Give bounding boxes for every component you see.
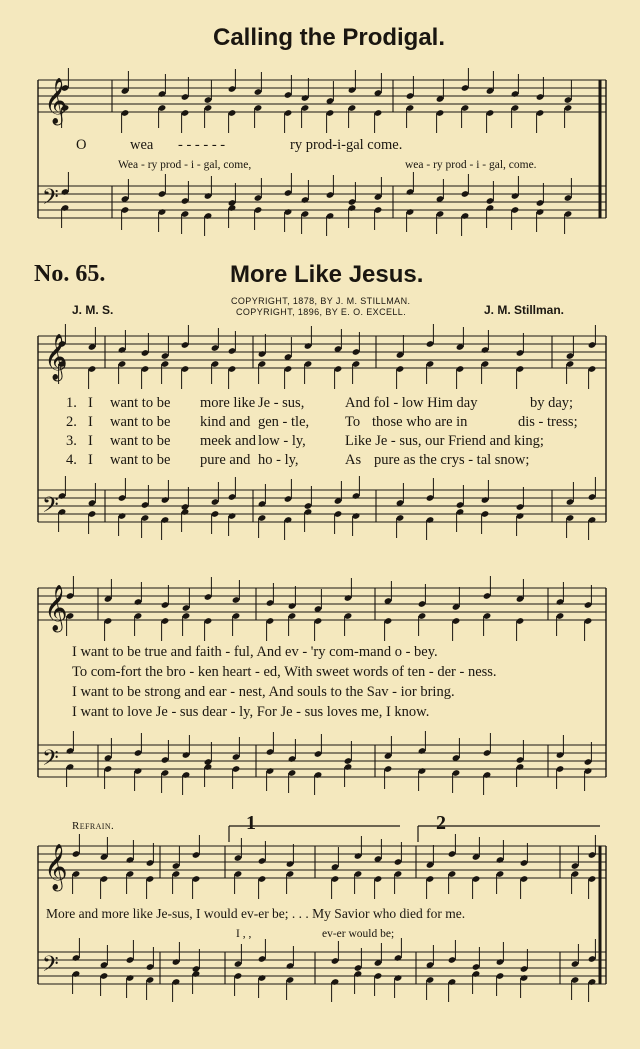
bass-clef-icon: 𝄢 [42,746,59,776]
lyric: dis - tress; [518,414,578,430]
lyric-line: To com-fort the bro - ken heart - ed, With sweet words of ten - der - ness. [72,664,497,680]
refrain-lyric: More and more like Je-sus, I would ev-er be; . . . My Savior who died for me. [46,906,466,921]
lyric: by day; [530,395,574,411]
prev-alto-lyric-2: wea - ry prod - i - gal, come. [405,159,537,171]
refrain-label: Refrain. [72,820,115,832]
lyric-line: I want to be strong and ear - nest, And souls to the Sav - ior bring. [72,684,455,700]
lyricist-initials: J. M. S. [72,303,114,317]
lyric: gen - tle, [258,414,310,430]
refrain-alto-lyric-2: ev-er would be; [322,928,395,940]
bass-clef-icon: 𝄢 [42,493,59,523]
lyric: ho - ly, [258,452,299,468]
prev-lyric-wea: wea [130,137,154,153]
lyric-line: I want to be true and faith - ful, And ev - 'ry com-mand o - bey. [72,644,438,660]
hymn-title: More Like Jesus. [230,261,424,288]
verse-number: 4. [66,452,77,468]
lyric: kind and [200,414,251,430]
lyric: pure and [200,452,251,468]
treble-clef-icon: 𝄞 [44,78,68,124]
lyric: I [88,414,93,430]
copyright-line-2: COPYRIGHT, 1896, BY E. O. EXCELL. [236,307,407,317]
lyric: meek and [200,433,256,449]
lyric: I [88,452,93,468]
lyric: low - ly, [258,433,306,449]
lyric: more like [200,395,256,411]
treble-clef-icon: 𝄞 [44,334,68,380]
lyric: want to be [110,395,171,411]
lyric: want to be [110,452,171,468]
prev-lyric-o: O [76,137,87,153]
verse-number: 3. [66,433,77,449]
refrain-alto-lyric-1: I , , [236,928,252,940]
verse-number: 2. [66,414,77,430]
hymn-number: No. 65. [34,261,106,287]
lyric: want to be [110,433,171,449]
copyright-line-1: COPYRIGHT, 1878, BY J. M. STILLMAN. [231,296,411,306]
bass-clef-icon: 𝄢 [42,952,59,982]
lyric: pure as the crys - tal snow; [374,452,530,468]
treble-clef-icon: 𝄞 [44,585,68,631]
second-ending-number: 2 [436,812,446,834]
lyric: I [88,433,93,449]
first-ending-number: 1 [246,812,256,834]
lyric: As [345,452,362,468]
lyric: Like Je - sus, our Friend and king; [345,433,544,449]
lyric: want to be [110,414,171,430]
prev-lyric-prodigal: ry prod-i-gal come. [290,137,403,153]
prev-lyric-dashes: - - - - - - [178,137,226,153]
treble-clef-icon: 𝄞 [44,844,68,890]
lyric: those who are in [372,414,468,430]
lyric: I [88,395,93,411]
lyric: To [345,414,361,430]
lyric: Je - sus, [258,395,305,411]
lyric: And fol - low Him day [345,395,478,411]
bass-clef-icon: 𝄢 [42,185,59,215]
lyric-line: I want to love Je - sus dear - ly, For Je - sus loves me, I know. [72,704,430,720]
composer: J. M. Stillman. [484,303,565,317]
verse-number: 1. [66,395,77,411]
prev-hymn-title: Calling the Prodigal. [213,24,446,51]
prev-alto-lyric-1: Wea - ry prod - i - gal, come, [118,159,252,171]
